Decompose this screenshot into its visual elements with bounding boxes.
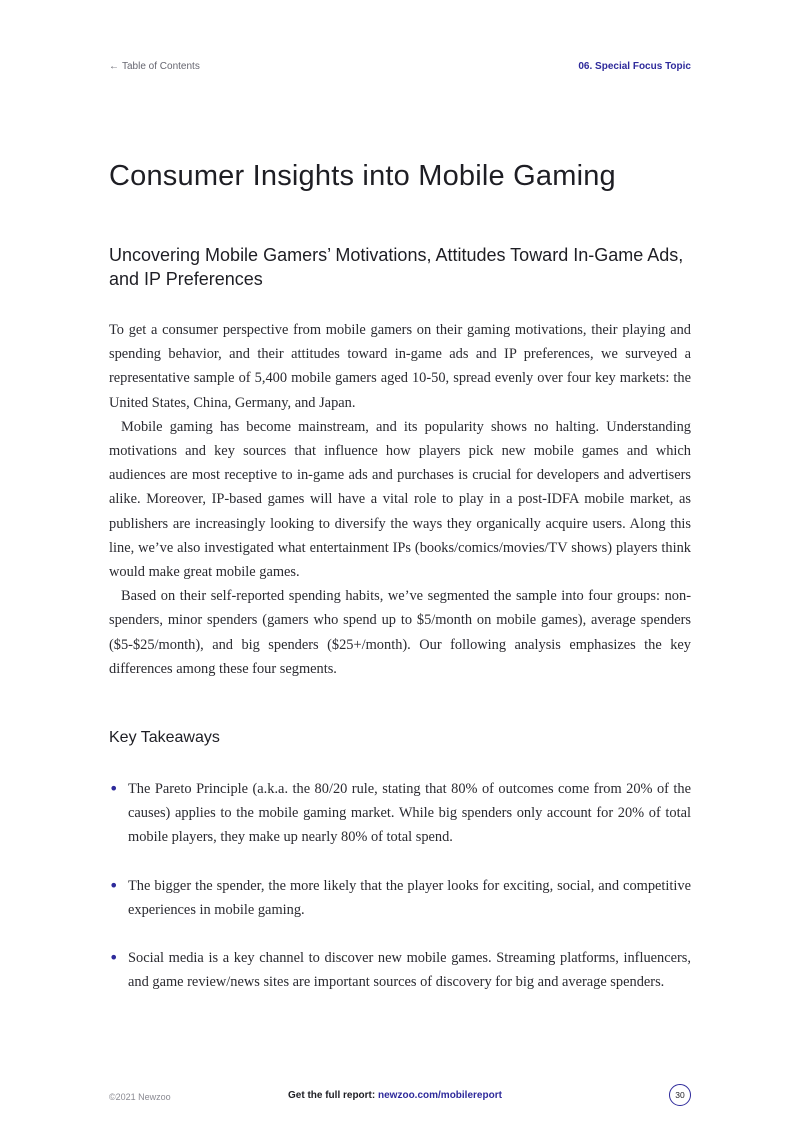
back-arrow-icon: ←: [109, 60, 119, 72]
copyright-text: ©2021 Newzoo: [109, 1092, 171, 1102]
page-title: Consumer Insights into Mobile Gaming: [109, 160, 616, 192]
page-footer: [109, 1084, 691, 1110]
bullet-icon: •: [109, 875, 119, 895]
cta-label: Get the full report:: [288, 1090, 376, 1101]
page-number-badge: 30: [669, 1084, 691, 1106]
page-header: [109, 58, 691, 74]
key-takeaways-heading: Key Takeaways: [109, 729, 220, 746]
paragraph: Based on their self-reported spending habits, we’ve segmented the sample into four groups: non-spenders, minor spenders (gamers who spend up to $5/month on mobile games), average spenders ($5-$25/month), and big spenders ($25+/month). Our following analysis emphasizes the key differences among these four segments.: [109, 588, 691, 677]
full-report-link[interactable]: newzoo.com/mobilereport: [378, 1090, 502, 1101]
paragraph: Mobile gaming has become mainstream, and its popularity shows no halting. Understanding motivations and key sources that influence how players pick new mobile games and which audiences are most receptive to in-game ads and purchases is crucial for developers and advertisers alike. Moreover, IP-based games will have a vital role to play in a post-IDFA mobile market, as publishers are increasingly looking to diversify the ways they organically acquire users. Along this line, we’ve also investigated what entertainment IPs (books/comics/movies/TV shows) players think would make great mobile games.: [109, 418, 691, 581]
intro-body: [109, 318, 691, 681]
bullet-icon: •: [109, 779, 119, 798]
bullet-icon: •: [109, 948, 119, 968]
takeaway-text: Social media is a key channel to discover new mobile games. Streaming platforms, influencers, and game review/news sites are important sources of discovery for big and average spenders.: [128, 950, 691, 991]
key-takeaways-list: [109, 777, 691, 1018]
paragraph: To get a consumer perspective from mobile gamers on their gaming motivations, their playing and spending behavior, and their attitudes toward in-game ads and IP preferences, we surveyed a representative sample of 5,400 mobile gamers aged 10-50, spread evenly over four key markets: the United States, China, Germany, and Japan.: [109, 322, 691, 411]
full-report-cta: [288, 1090, 502, 1101]
list-item: [109, 946, 691, 994]
table-of-contents-link[interactable]: [109, 61, 200, 72]
takeaway-text: The bigger the spender, the more likely that the player looks for exciting, social, and competitive experiences in mobile gaming.: [128, 877, 691, 918]
toc-label: Table of Contents: [122, 60, 200, 72]
page-subtitle: Uncovering Mobile Gamers’ Motivations, Attitudes Toward In-Game Ads, and IP Preferences: [109, 245, 684, 289]
list-item: [109, 777, 691, 850]
section-label: 06. Special Focus Topic: [578, 60, 691, 72]
takeaway-text: The Pareto Principle (a.k.a. the 80/20 rule, stating that 80% of outcomes come from 20% of the causes) applies to the mobile gaming market. While big spenders only account for 20% of total mobile players, they make up nearly 80% of total spend.: [128, 781, 691, 846]
list-item: [109, 874, 691, 922]
